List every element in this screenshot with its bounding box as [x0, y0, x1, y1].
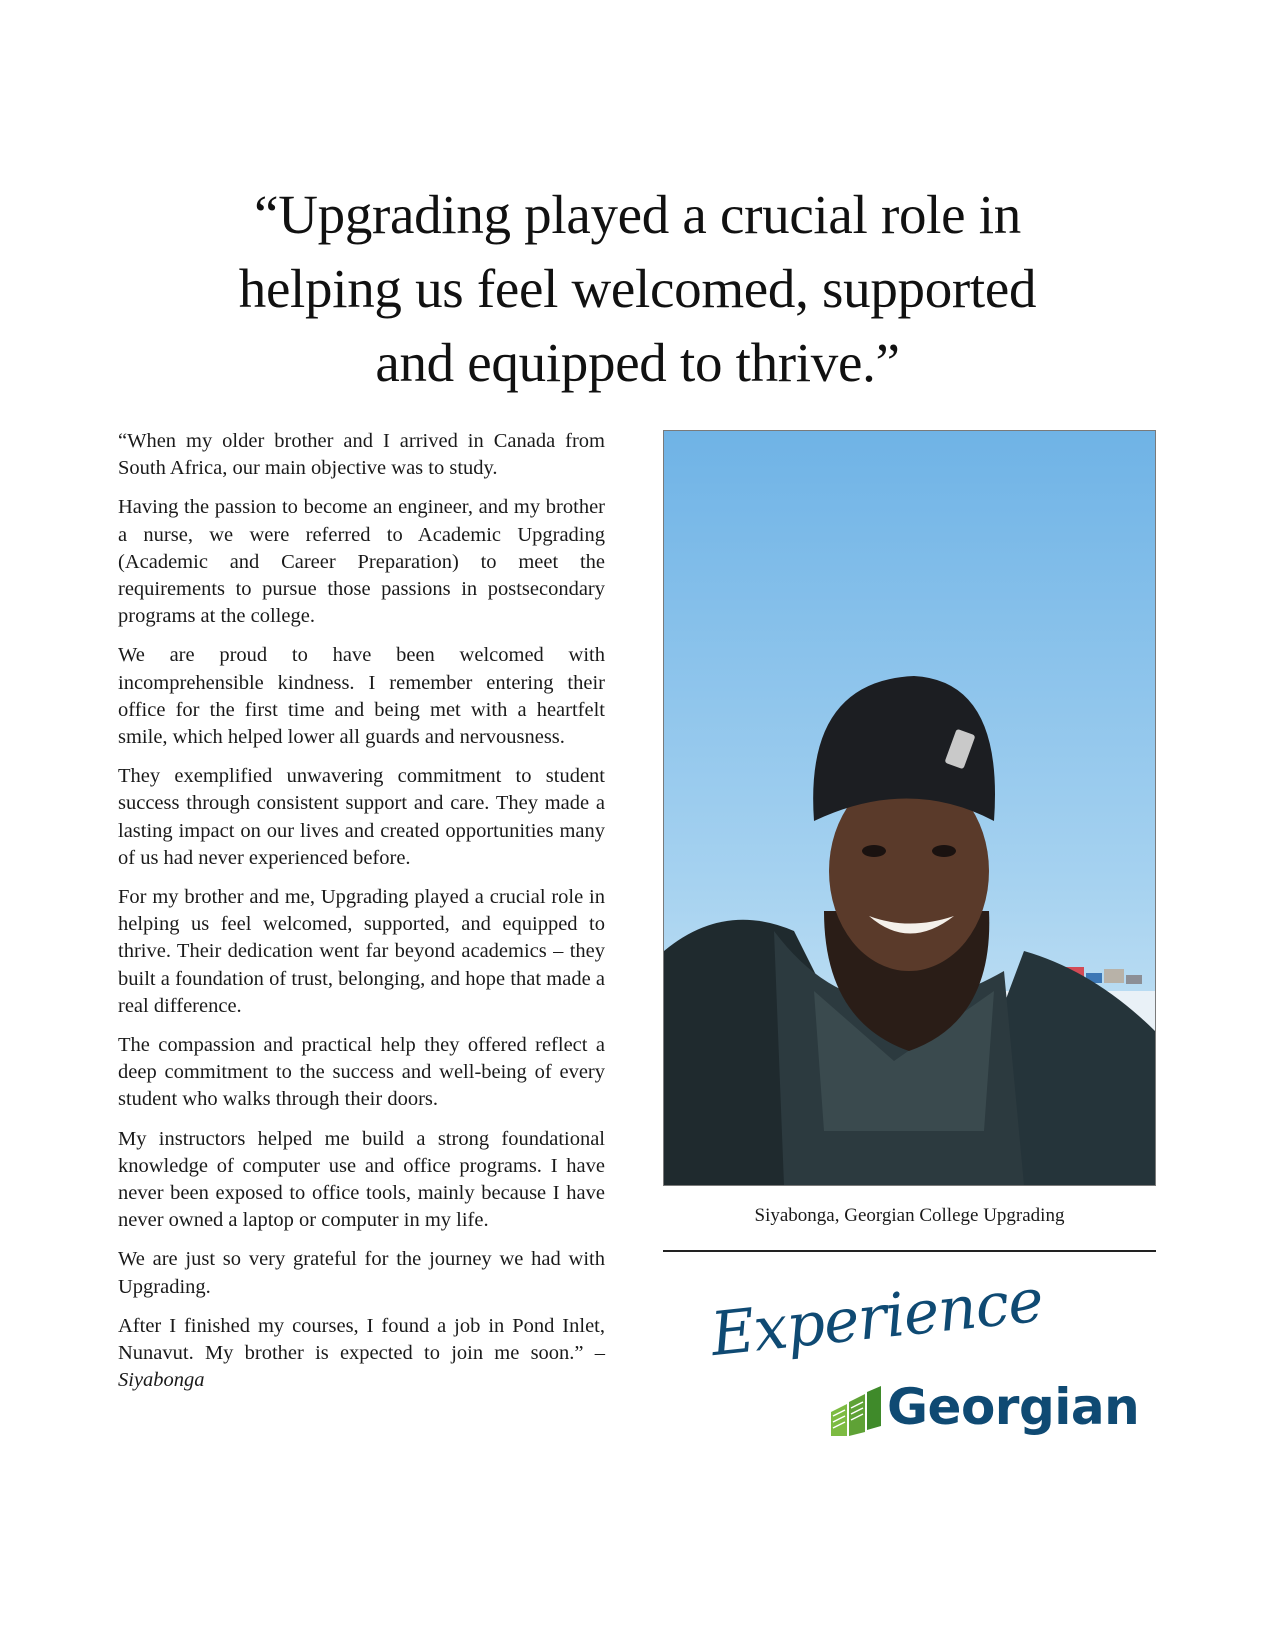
photo-caption: Siyabonga, Georgian College Upgrading [754, 1205, 1065, 1226]
logo-georgian-text: Georgian [887, 1378, 1140, 1436]
photo-illustration [664, 431, 1155, 1185]
headline-line-1: “Upgrading played a crucial role in [254, 184, 1021, 245]
student-photo [663, 430, 1156, 1186]
georgian-mark-icon [825, 1382, 883, 1440]
testimonial-body [118, 428, 605, 1407]
paragraph-4: They exemplified unwavering commitment to student success through consistent support and care. They made a lasting impact on our lives and created opportunities many of us had never experienced before. [118, 765, 605, 869]
paragraph-1: “When my older brother and I arrived in Canada from South Africa, our main objective was to study. [118, 430, 605, 480]
logo-experience-text: Experience [707, 1265, 1046, 1370]
paragraph-5: For my brother and me, Upgrading played a crucial role in helping us feel welcomed, supported, and equipped to thrive. Their dedication went far beyond academics – they built a foundation of trust, belonging, and hope that made a real difference. [118, 886, 605, 1017]
experience-georgian-logo [707, 1265, 1140, 1460]
paragraph-3: We are proud to have been welcomed with incomprehensible kindness. I remember entering their office for the first time and being met with a heartfelt smile, which helped lower all guards and nervousness. [118, 644, 605, 749]
headline-quote [150, 178, 1125, 400]
divider-rule [663, 1250, 1156, 1252]
headline-line-2: helping us feel welcomed, supported [238, 258, 1037, 319]
paragraph-9 [118, 1313, 605, 1395]
paragraph-6: The compassion and practical help they offered reflect a deep commitment to the success and well-being of every student who walks through their doors. [118, 1034, 605, 1111]
headline-line-3: and equipped to thrive.” [375, 332, 900, 393]
paragraph-7: My instructors helped me build a strong foundational knowledge of computer use and office programs. I have never been exposed to office tools, mainly because I have never owned a laptop or computer in my life. [118, 1127, 605, 1232]
paragraph-8: We are just so very grateful for the journey we had with Upgrading. [118, 1248, 605, 1298]
signature: –Siyabonga [118, 1342, 605, 1392]
last-paragraph-text: After I finished my courses, I found a job in Pond Inlet, Nunavut. My brother is expected to join me soon.” [118, 1314, 605, 1365]
paragraph-2: Having the passion to become an engineer, and my brother a nurse, we were referred to Academic Upgrading (Academic and Career Preparation) to meet the requirements to pursue those passions in postsecondary programs at the college. [118, 496, 605, 628]
